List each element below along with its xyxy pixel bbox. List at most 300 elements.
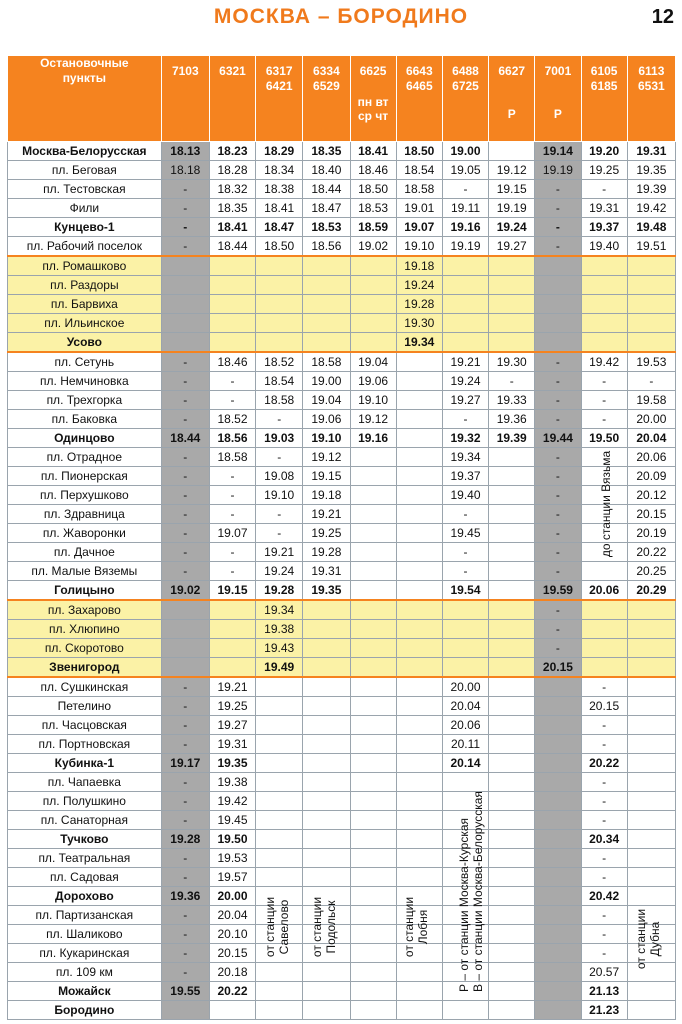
time-cell: - xyxy=(161,218,209,237)
time-cell: 19.42 xyxy=(209,792,255,811)
time-cell: - xyxy=(581,868,627,887)
time-cell: - xyxy=(161,543,209,562)
time-cell xyxy=(627,697,675,716)
table-row xyxy=(8,467,676,486)
time-cell xyxy=(256,314,303,333)
time-cell: 18.58 xyxy=(303,352,350,372)
time-cell: 18.52 xyxy=(256,352,303,372)
time-cell: - xyxy=(627,372,675,391)
time-cell xyxy=(350,830,396,849)
time-cell: 19.00 xyxy=(303,372,350,391)
time-cell: 19.12 xyxy=(350,410,396,429)
time-cell xyxy=(627,868,675,887)
time-cell: 18.28 xyxy=(209,161,255,180)
time-cell xyxy=(161,256,209,276)
time-cell: 19.28 xyxy=(303,543,350,562)
time-cell: - xyxy=(489,372,535,391)
time-cell: 19.36 xyxy=(161,887,209,906)
train-number: 6321 xyxy=(219,64,246,78)
time-cell: 19.24 xyxy=(256,562,303,581)
time-cell xyxy=(256,963,303,982)
time-cell: 20.06 xyxy=(581,581,627,601)
time-cell xyxy=(489,773,535,792)
time-cell xyxy=(535,849,581,868)
stop-name: Москва-Белорусская xyxy=(8,142,162,161)
time-cell xyxy=(303,314,350,333)
table-row xyxy=(8,887,676,906)
time-cell: 18.29 xyxy=(256,142,303,161)
time-cell: - xyxy=(581,925,627,944)
time-cell: 19.24 xyxy=(396,276,442,295)
time-cell xyxy=(396,543,442,562)
header-train xyxy=(303,56,350,142)
time-cell: - xyxy=(581,906,627,925)
time-cell xyxy=(256,716,303,735)
train-number-2: 6465 xyxy=(405,79,433,93)
time-cell xyxy=(489,620,535,639)
time-cell: 18.53 xyxy=(350,199,396,218)
time-cell: 19.58 xyxy=(627,391,675,410)
time-cell: 19.24 xyxy=(442,372,488,391)
stop-name: пл. Баковка xyxy=(8,410,162,429)
time-cell: - xyxy=(209,486,255,505)
time-cell xyxy=(627,754,675,773)
time-cell xyxy=(535,963,581,982)
time-cell xyxy=(627,333,675,353)
time-cell xyxy=(396,581,442,601)
time-cell: 18.58 xyxy=(396,180,442,199)
time-cell: - xyxy=(535,620,581,639)
train-number-2: 6725 xyxy=(452,79,479,93)
time-cell: 18.44 xyxy=(161,429,209,448)
time-cell xyxy=(350,562,396,581)
time-cell: - xyxy=(535,448,581,467)
time-cell xyxy=(627,256,675,276)
time-cell xyxy=(396,773,442,792)
time-cell: 19.42 xyxy=(627,199,675,218)
time-cell xyxy=(489,295,535,314)
time-cell xyxy=(442,658,488,678)
time-cell: 21.13 xyxy=(581,982,627,1001)
time-cell: 19.18 xyxy=(303,486,350,505)
header-row xyxy=(8,56,676,142)
time-cell xyxy=(396,792,442,811)
time-cell xyxy=(303,830,350,849)
time-cell: 19.03 xyxy=(256,429,303,448)
time-cell: 18.58 xyxy=(209,448,255,467)
table-row xyxy=(8,543,676,562)
time-cell: 18.46 xyxy=(350,161,396,180)
time-cell xyxy=(489,906,535,925)
time-cell xyxy=(303,600,350,620)
time-cell: 20.22 xyxy=(209,982,255,1001)
time-cell xyxy=(396,754,442,773)
time-cell xyxy=(489,314,535,333)
time-cell: - xyxy=(535,391,581,410)
header-train xyxy=(627,56,675,142)
time-cell xyxy=(303,333,350,353)
time-cell: - xyxy=(161,524,209,543)
time-cell: 19.04 xyxy=(350,352,396,372)
time-cell xyxy=(581,639,627,658)
time-cell: 19.42 xyxy=(581,352,627,372)
time-cell xyxy=(535,697,581,716)
time-cell: 19.45 xyxy=(209,811,255,830)
table-row xyxy=(8,562,676,581)
time-cell xyxy=(396,391,442,410)
stop-name: пл. Трехгорка xyxy=(8,391,162,410)
stop-name: Тучково xyxy=(8,830,162,849)
time-cell: - xyxy=(581,792,627,811)
timetable xyxy=(7,55,676,1020)
time-cell: 18.23 xyxy=(209,142,255,161)
time-cell xyxy=(209,1001,255,1020)
time-cell xyxy=(256,754,303,773)
note-from-podolsk xyxy=(310,896,340,958)
time-cell: - xyxy=(161,811,209,830)
time-cell: 19.14 xyxy=(535,142,581,161)
time-cell xyxy=(303,792,350,811)
note-from-savelovo-line1: от станции xyxy=(263,896,277,958)
time-cell: 20.04 xyxy=(442,697,488,716)
time-cell: 19.15 xyxy=(209,581,255,601)
time-cell: 20.57 xyxy=(581,963,627,982)
time-cell xyxy=(489,716,535,735)
time-cell: 18.54 xyxy=(396,161,442,180)
note-from-podolsk-line2: Подольск xyxy=(324,900,338,954)
time-cell xyxy=(350,658,396,678)
time-cell xyxy=(209,314,255,333)
time-cell: 19.12 xyxy=(303,448,350,467)
time-cell xyxy=(535,333,581,353)
time-cell: 19.38 xyxy=(256,620,303,639)
time-cell xyxy=(350,524,396,543)
stop-name: пл. Полушкино xyxy=(8,792,162,811)
time-cell xyxy=(442,1001,488,1020)
time-cell: 19.11 xyxy=(442,199,488,218)
time-cell: 19.40 xyxy=(442,486,488,505)
time-cell: - xyxy=(442,180,488,199)
time-cell xyxy=(350,716,396,735)
table-row xyxy=(8,677,676,697)
time-cell: 18.13 xyxy=(161,142,209,161)
stop-name: пл. Сушкинская xyxy=(8,677,162,697)
time-cell xyxy=(627,677,675,697)
time-cell: 19.01 xyxy=(396,199,442,218)
time-cell xyxy=(350,754,396,773)
time-cell: 20.06 xyxy=(627,448,675,467)
time-cell xyxy=(161,600,209,620)
time-cell xyxy=(350,276,396,295)
time-cell xyxy=(350,543,396,562)
time-cell: 18.41 xyxy=(350,142,396,161)
time-cell xyxy=(303,677,350,697)
time-cell: 19.35 xyxy=(209,754,255,773)
time-cell: - xyxy=(535,180,581,199)
time-cell xyxy=(209,295,255,314)
time-cell: 20.12 xyxy=(627,486,675,505)
time-cell xyxy=(535,677,581,697)
time-cell: - xyxy=(581,410,627,429)
stop-name: пл. Портновская xyxy=(8,735,162,754)
time-cell: 20.06 xyxy=(442,716,488,735)
time-cell xyxy=(396,677,442,697)
time-cell xyxy=(535,906,581,925)
time-cell xyxy=(535,773,581,792)
time-cell xyxy=(489,142,535,161)
time-cell xyxy=(581,620,627,639)
time-cell: 18.32 xyxy=(209,180,255,199)
time-cell: 19.34 xyxy=(256,600,303,620)
table-row xyxy=(8,314,676,333)
stop-name: Кунцево-1 xyxy=(8,218,162,237)
stop-name: пл. Часцовская xyxy=(8,716,162,735)
time-cell: 18.56 xyxy=(303,237,350,257)
time-cell: 19.33 xyxy=(489,391,535,410)
time-cell: 20.18 xyxy=(209,963,255,982)
time-cell xyxy=(161,639,209,658)
time-cell xyxy=(489,256,535,276)
time-cell xyxy=(489,677,535,697)
time-cell: 19.21 xyxy=(303,505,350,524)
time-cell xyxy=(535,811,581,830)
time-cell: - xyxy=(535,352,581,372)
time-cell: - xyxy=(581,944,627,963)
time-cell: - xyxy=(256,524,303,543)
table-row xyxy=(8,524,676,543)
time-cell xyxy=(489,925,535,944)
time-cell: - xyxy=(161,180,209,199)
time-cell xyxy=(396,735,442,754)
time-cell xyxy=(396,963,442,982)
header-train xyxy=(535,56,581,142)
time-cell: - xyxy=(161,849,209,868)
legend-line-v: В – от станции Москва-Белорусская xyxy=(471,791,485,992)
table-row xyxy=(8,811,676,830)
stop-name: пл. Малые Вяземы xyxy=(8,562,162,581)
time-cell: 18.54 xyxy=(256,372,303,391)
time-cell xyxy=(161,276,209,295)
time-cell: 19.07 xyxy=(396,218,442,237)
time-cell xyxy=(396,1001,442,1020)
time-cell xyxy=(535,1001,581,1020)
time-cell: 19.19 xyxy=(442,237,488,257)
time-cell xyxy=(350,505,396,524)
time-cell: - xyxy=(581,716,627,735)
time-cell: - xyxy=(161,697,209,716)
table-row xyxy=(8,333,676,353)
train-number-2: 6421 xyxy=(265,79,293,93)
header-stops-line: пункты xyxy=(62,71,106,85)
time-cell xyxy=(396,658,442,678)
time-cell xyxy=(303,868,350,887)
time-cell xyxy=(627,887,675,906)
time-cell xyxy=(396,505,442,524)
table-row xyxy=(8,849,676,868)
stop-name: пл. Тестовская xyxy=(8,180,162,199)
note-from-dubna-line2: Дубна xyxy=(648,921,662,957)
time-cell: 19.10 xyxy=(396,237,442,257)
time-cell: 18.53 xyxy=(303,218,350,237)
stop-name: пл. Ромашково xyxy=(8,256,162,276)
time-cell xyxy=(350,295,396,314)
time-cell: 19.55 xyxy=(161,982,209,1001)
time-cell: 18.58 xyxy=(256,391,303,410)
time-cell xyxy=(535,830,581,849)
stop-name: Дорохово xyxy=(8,887,162,906)
time-cell xyxy=(303,735,350,754)
time-cell: - xyxy=(161,448,209,467)
time-cell: 19.54 xyxy=(442,581,488,601)
table-row xyxy=(8,486,676,505)
time-cell xyxy=(161,314,209,333)
time-cell: 18.18 xyxy=(161,161,209,180)
time-cell: - xyxy=(581,849,627,868)
time-cell xyxy=(350,256,396,276)
time-cell xyxy=(256,1001,303,1020)
time-cell xyxy=(350,792,396,811)
time-cell: 18.47 xyxy=(303,199,350,218)
time-cell: 20.04 xyxy=(627,429,675,448)
time-cell xyxy=(350,963,396,982)
stop-name: Фили xyxy=(8,199,162,218)
time-cell: 20.34 xyxy=(581,830,627,849)
time-cell xyxy=(303,754,350,773)
time-cell: 19.30 xyxy=(396,314,442,333)
time-cell: 19.16 xyxy=(442,218,488,237)
time-cell: 19.34 xyxy=(396,333,442,353)
time-cell: 19.39 xyxy=(627,180,675,199)
time-cell: - xyxy=(581,811,627,830)
time-cell: 19.10 xyxy=(350,391,396,410)
time-cell: 20.00 xyxy=(209,887,255,906)
time-cell xyxy=(535,868,581,887)
time-cell xyxy=(581,562,627,581)
time-cell xyxy=(396,352,442,372)
time-cell: - xyxy=(535,639,581,658)
table-row xyxy=(8,716,676,735)
note-from-dubna xyxy=(634,908,664,970)
time-cell xyxy=(396,620,442,639)
time-cell: 20.22 xyxy=(627,543,675,562)
time-cell xyxy=(209,620,255,639)
header-train xyxy=(350,56,396,142)
time-cell xyxy=(350,925,396,944)
note-to-vyazma: до станции Вязьма xyxy=(599,450,613,558)
time-cell xyxy=(256,333,303,353)
time-cell xyxy=(350,600,396,620)
time-cell xyxy=(161,658,209,678)
time-cell: 18.44 xyxy=(209,237,255,257)
time-cell xyxy=(303,716,350,735)
table-row xyxy=(8,963,676,982)
time-cell: - xyxy=(209,467,255,486)
time-cell xyxy=(535,256,581,276)
time-cell xyxy=(303,276,350,295)
time-cell: - xyxy=(161,352,209,372)
table-row xyxy=(8,448,676,467)
table-row xyxy=(8,658,676,678)
stop-name: пл. Раздоры xyxy=(8,276,162,295)
time-cell: 20.22 xyxy=(581,754,627,773)
time-cell: 19.06 xyxy=(303,410,350,429)
table-row xyxy=(8,697,676,716)
time-cell xyxy=(396,982,442,1001)
time-cell xyxy=(256,677,303,697)
time-cell: - xyxy=(535,524,581,543)
time-cell: 18.41 xyxy=(256,199,303,218)
legend-line-r: Р – от станции Москва-Курская xyxy=(457,817,471,992)
time-cell xyxy=(627,658,675,678)
time-cell xyxy=(627,735,675,754)
stop-name: пл. Дачное xyxy=(8,543,162,562)
time-cell: - xyxy=(161,391,209,410)
table-row xyxy=(8,639,676,658)
train-number: 7001 xyxy=(544,64,572,78)
time-cell xyxy=(350,697,396,716)
stop-name: пл. Отрадное xyxy=(8,448,162,467)
time-cell xyxy=(396,562,442,581)
train-number: 7103 xyxy=(171,64,199,78)
train-note: пн вт ср чт xyxy=(357,95,389,123)
time-cell xyxy=(442,256,488,276)
time-cell: 20.15 xyxy=(535,658,581,678)
stop-name: пл. 109 км xyxy=(8,963,162,982)
time-cell: - xyxy=(581,773,627,792)
stop-name: пл. Барвиха xyxy=(8,295,162,314)
time-cell: 18.56 xyxy=(209,429,255,448)
header-train xyxy=(581,56,627,142)
table-row xyxy=(8,352,676,372)
time-cell: 20.42 xyxy=(581,887,627,906)
time-cell xyxy=(535,276,581,295)
table-row xyxy=(8,410,676,429)
time-cell xyxy=(489,276,535,295)
time-cell: 19.19 xyxy=(489,199,535,218)
time-cell: - xyxy=(209,562,255,581)
time-cell xyxy=(442,600,488,620)
time-cell xyxy=(489,639,535,658)
time-cell: 19.27 xyxy=(209,716,255,735)
note-from-savelovo xyxy=(263,896,293,958)
time-cell xyxy=(303,849,350,868)
time-cell xyxy=(161,333,209,353)
time-cell xyxy=(489,1001,535,1020)
time-cell: 19.35 xyxy=(303,581,350,601)
time-cell xyxy=(209,276,255,295)
time-cell: 19.53 xyxy=(209,849,255,868)
time-cell xyxy=(442,276,488,295)
time-cell: - xyxy=(161,792,209,811)
header-train xyxy=(256,56,303,142)
time-cell: - xyxy=(161,868,209,887)
time-cell: 19.06 xyxy=(350,372,396,391)
time-cell: 19.17 xyxy=(161,754,209,773)
train-number: 6105 xyxy=(590,64,618,78)
time-cell: - xyxy=(161,562,209,581)
table-row xyxy=(8,372,676,391)
time-cell: 19.10 xyxy=(303,429,350,448)
time-cell xyxy=(350,982,396,1001)
time-cell: 20.29 xyxy=(627,581,675,601)
time-cell xyxy=(627,314,675,333)
time-cell: 19.21 xyxy=(256,543,303,562)
time-cell xyxy=(303,811,350,830)
time-cell xyxy=(303,295,350,314)
time-cell: 19.57 xyxy=(209,868,255,887)
table-row xyxy=(8,944,676,963)
time-cell xyxy=(256,735,303,754)
